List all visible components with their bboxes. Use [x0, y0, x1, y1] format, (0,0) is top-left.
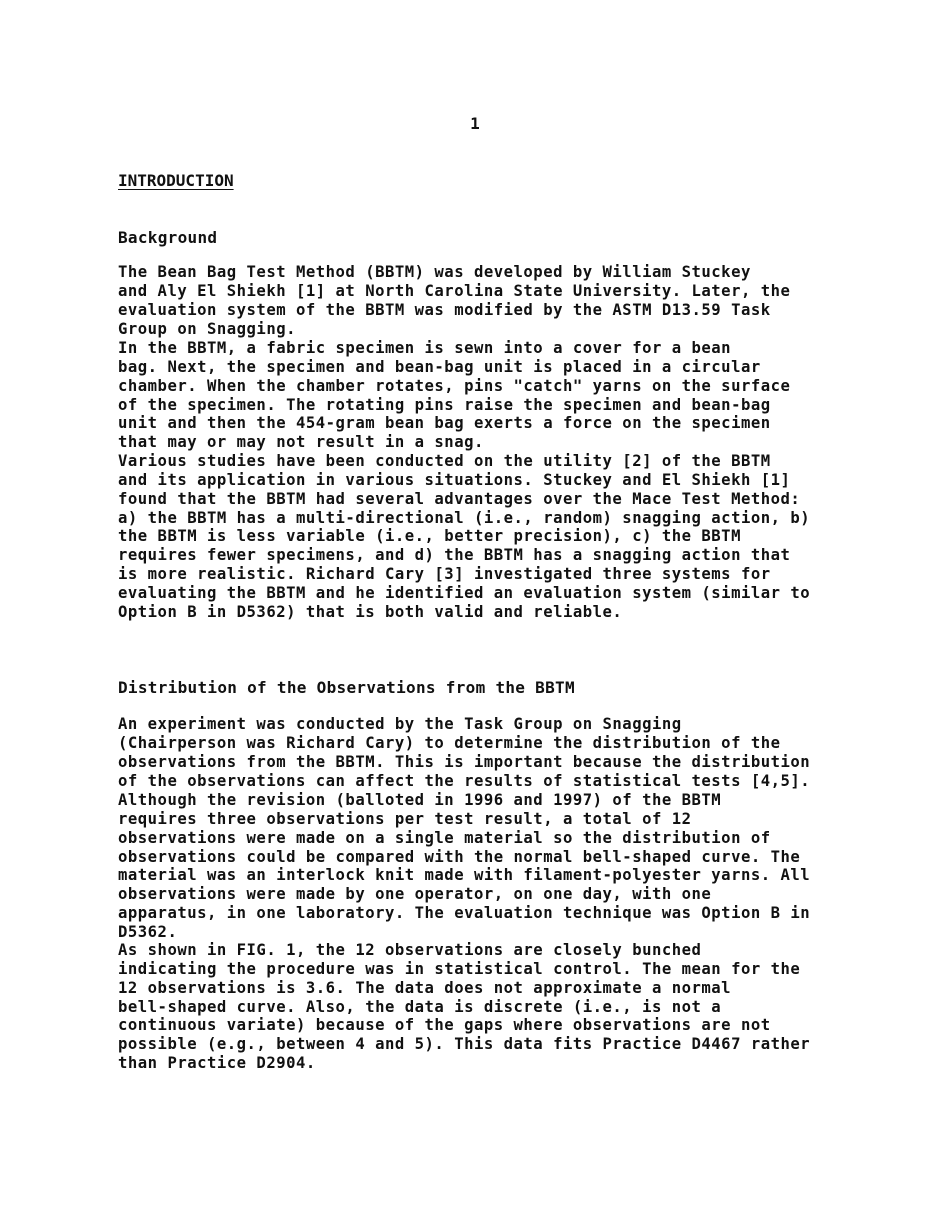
paragraph-background-1: The Bean Bag Test Method (BBTM) was developed by William Stuckey and Aly El Shiekh [1] at North Carolina State University. Later, the evaluation system of the BBTM was modified by the ASTM D13.59 Task Group on Snagging. [118, 263, 791, 338]
page-title: INTRODUCTION [118, 171, 234, 190]
paragraph-background-2: In the BBTM, a fabric specimen is sewn into a cover for a bean bag. Next, the specimen and bean-bag unit is placed in a circular chamber. When the chamber rotates, pins "catch" yarns on the surface of the specimen. The rotating pins raise the specimen and bean-bag unit and then the 454-gram bean bag exerts a force on the specimen that may or may not result in a snag. [118, 339, 791, 452]
paragraph-background-3: Various studies have been conducted on the utility [2] of the BBTM and its application in various situations. Stuckey and El Shiekh [1] found that the BBTM had several advantages over the Mace Test Method: a) the BBTM has a multi-directional (i.e., random) snagging action, b) the BBTM is less variable (i.e., better precision), c) the BBTM requires fewer specimens, and d) the BBTM has a snagging action that is more realistic. Richard Cary [3] investigated three systems for evaluating the BBTM and he identified an evaluation system (similar to Option B in D5362) that is both valid and reliable. [118, 452, 811, 621]
paragraph-distribution-1: An experiment was conducted by the Task Group on Snagging (Chairperson was Richard Cary) to determine the distribution of the observations from the BBTM. This is important because the distribution of the observations can affect the results of statistical tests [4,5]. [118, 715, 811, 790]
page-number: 1 [470, 114, 480, 133]
section-heading-distribution: Distribution of the Observations from the BBTM [118, 678, 575, 697]
paragraph-distribution-3: As shown in FIG. 1, the 12 observations are closely bunched indicating the procedure was in statistical control. The mean for the 12 observations is 3.6. The data does not approximate a normal bell-shaped curve. Also, the data is discrete (i.e., is not a continuous variate) because of the gaps where observations are not possible (e.g., between 4 and 5). This data fits Practice D4467 rather than Practice D2904. [118, 941, 811, 1073]
section-heading-background: Background [118, 228, 218, 247]
paragraph-distribution-2: Although the revision (balloted in 1996 and 1997) of the BBTM requires three observations per test result, a total of 12 observations were made on a single material so the distribution of observations could be compared with the normal bell-shaped curve. The material was an interlock knit made with filament-polyester yarns. All observations were made by one operator, on one day, with one apparatus, in one laboratory. The evaluation technique was Option B in D5362. [118, 791, 811, 941]
